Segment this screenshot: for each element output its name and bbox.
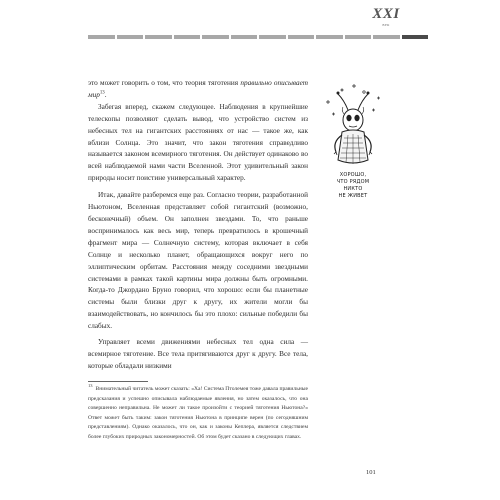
- progress-segment: [402, 35, 429, 39]
- paragraph-3: Итак, давайте разберемся еще раз. Согласно теории, разработанной Ньютоном, Вселенная представляет собой гигантский (возможно, бесконечный) объем. Он заполнен звездами. То, что раньше воспринималось как весь мир, теперь превратилось в крошечный фрагмент мира — Солнечную систему, которая включает в себя Солнце и несколько планет, обращающихся вокруг него по эллиптическим орбитам. Расстояния между соседними звездными системами в рамках такой картины мира должны быть огромными. Когда-то Джордано Бруно говорил, что хорошо: если бы планетные системы были близки друг к другу, их жители могли бы взаимодействовать, но кончилось бы это плохо: сильные победили бы слабых.: [88, 191, 308, 331]
- progress-segment: [88, 35, 115, 39]
- progress-segment: [174, 35, 201, 39]
- caption-line: НИКТО: [343, 186, 363, 192]
- footnote-ref[interactable]: 13: [99, 90, 105, 96]
- paragraph-1: [88, 78, 308, 102]
- progress-segment: [316, 35, 343, 39]
- caption-line: НЕ ЖИВЕТ: [338, 193, 368, 199]
- progress-segment: [373, 35, 400, 39]
- p1-text-b: .: [104, 90, 107, 99]
- chapter-number: XXI: [372, 6, 400, 22]
- progress-segment: [288, 35, 315, 39]
- paragraph-4: Управляет всеми движениями небесных тел одна сила — всемирное тяготение. Все тела притягиваются друг к другу. Все тела, которые обладали низкими: [88, 338, 308, 370]
- chapter-progress-bar: [88, 35, 428, 39]
- caption-line: ЧТО РЯДОМ: [336, 179, 370, 185]
- footnote-number: 13: [88, 383, 93, 389]
- progress-segment: [145, 35, 172, 39]
- progress-segment: [117, 35, 144, 39]
- illustration-caption: [323, 172, 383, 200]
- footnote: [88, 385, 308, 442]
- p1-text-a: это может говорить о том, что теория тяготения: [88, 79, 241, 87]
- chapter-label: век: [382, 22, 390, 27]
- page-number: 101: [366, 469, 376, 476]
- progress-segment: [345, 35, 372, 39]
- p1-emphasis: правильно описывает мир: [88, 79, 308, 99]
- main-text: [88, 78, 308, 373]
- footnote-text: Внимательный читатель может сказать: «Ха! Система Птолемея тоже давала правильные предсказания и успешно описывала наблюдаемые явления, но затем оказалось, что она совершенно неправильна. Не может ли такое произойти с теорией тяготения Ньютона?» Ответ может быть таким: закон тяготения Ньютона в принципе верен (по сегодняшним представлениям). Однако оказалось, что он, как и законы Кеплера, является следствием более глубоких природных закономерностей. Об этом будет сказано в следующих главах.: [88, 386, 308, 440]
- progress-segment: [202, 35, 229, 39]
- progress-segment: [259, 35, 286, 39]
- paragraph-2: Забегая вперед, скажем следующее. Наблюдения в крупнейшие телескопы позволяют сделать вывод, что устройство систем из небесных тел на гигантских расстояниях от нас — такое же, как вблизи Солнца. Это значит, что закон тяготения справедливо называется законом всемирного тяготения. Он действует одинаково во всей наблюдаемой нами части Вселенной. Этот удивительный закон природы носит поистине универсальный характер.: [88, 102, 308, 183]
- caption-line: ХОРОШО,: [339, 172, 367, 178]
- alien-creature-drawing-icon: [322, 80, 384, 170]
- footnote-divider: [88, 381, 148, 382]
- progress-segment: [231, 35, 258, 39]
